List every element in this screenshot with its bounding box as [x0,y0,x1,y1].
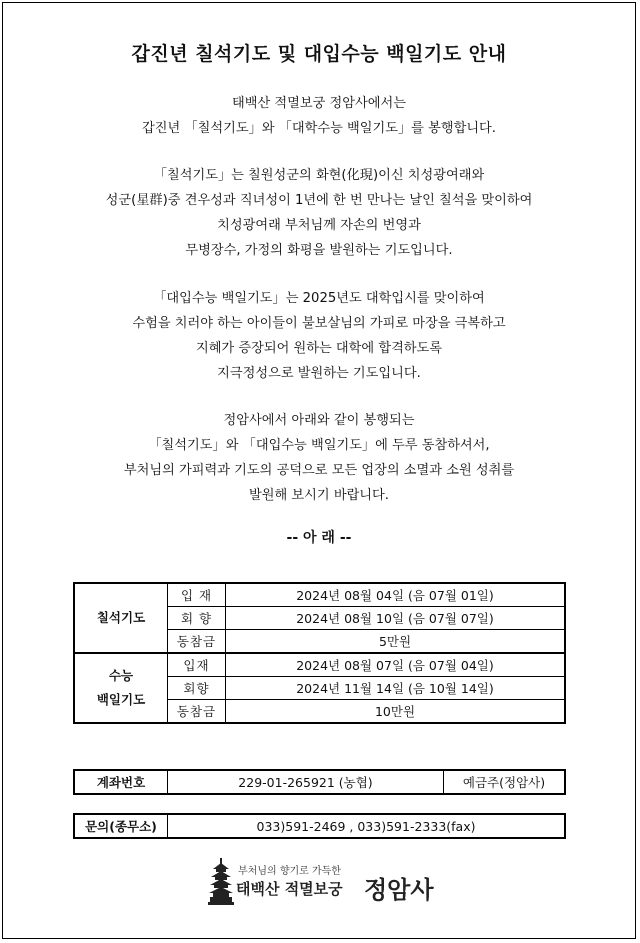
pagoda-icon [208,858,234,906]
schedule-value: 2024년 08월 04일 (음 07월 01일) [226,583,566,606]
invitation-paragraph [3,408,635,508]
schedule-label: 입재 [168,653,226,676]
schedule-value: 2024년 11월 14일 (음 10월 14일) [226,677,566,700]
account-number: 229-01-265921 (농협) [168,770,444,794]
suneung-description [3,286,635,386]
chilseok-description [3,163,635,263]
account-holder: 예금주(정암사) [444,770,566,794]
schedule-label: 입 재 [168,583,226,606]
schedule-table [73,582,566,724]
schedule-value: 2024년 08월 10일 (음 07월 07일) [226,606,566,629]
suneung-category-line2: 백일기도 [96,692,146,708]
schedule-label: 회 향 [168,606,226,629]
schedule-label: 회향 [168,677,226,700]
logo-name-temple: 정암사 [364,876,434,904]
suneung-category-line1: 수능 [108,668,134,684]
document-page [2,2,636,939]
schedule-label: 동참금 [168,700,226,723]
invite-line: 발원해 보시기 바랍니다. [249,488,389,503]
suneung-line: 지혜가 증장되어 원하는 대학에 합격하도록 [195,341,443,356]
schedule-value: 5만원 [226,630,566,653]
suneung-line: 지극정성으로 발원하는 기도입니다. [217,366,421,381]
chilseok-line: 「칠석기도」는 칠원성군의 화현(化現)이신 치성광여래와 [153,168,485,183]
invite-line: 「칠석기도」와 「대입수능 백일기도」에 두루 동참하셔서, [148,438,490,453]
chilseok-line: 치성광여래 부처님께 자손의 번영과 [217,218,421,233]
chilseok-line: 성군(星群)중 견우성과 직녀성이 1년에 한 번 만나는 날인 칠석을 맞이하여 [105,193,533,208]
invite-line: 부처님의 가피력과 기도의 공덕으로 모든 업장의 소멸과 소원 성취를 [123,463,515,478]
chilseok-category: 칠석기도 [74,583,168,653]
schedule-value: 10만원 [226,700,566,723]
logo-name-region: 태백산 적멸보궁 [236,880,343,898]
below-marker: -- 아 래 -- [286,530,352,546]
inquiry-table [73,813,566,839]
suneung-category [74,653,168,723]
suneung-line: 「대입수능 백일기도」는 2025년도 대학입시를 맞이하여 [153,291,485,306]
account-table [73,769,566,795]
schedule-label: 동참금 [168,630,226,653]
schedule-value: 2024년 08월 07일 (음 07월 04일) [226,653,566,676]
page-title: 갑진년 칠석기도 및 대입수능 백일기도 안내 [131,43,507,65]
inquiry-header: 문의(종무소) [74,814,168,838]
inquiry-phones: 033)591-2469 , 033)591-2333(fax) [168,814,566,838]
intro-paragraph [3,91,635,141]
invite-line: 정암사에서 아래와 같이 봉행되는 [223,413,415,428]
suneung-line: 수험을 치러야 하는 아이들이 불보살님의 가피로 마장을 극복하고 [132,316,506,331]
intro-line: 갑진년 「칠석기도」와 「대학수능 백일기도」를 봉행합니다. [142,121,496,136]
chilseok-line: 무병장수, 가정의 화평을 발원하는 기도입니다. [185,243,453,258]
logo-tagline: 부처님의 향기로 가득한 [238,866,341,877]
account-header: 계좌번호 [74,770,168,794]
intro-line: 태백산 적멸보궁 정암사에서는 [232,96,406,111]
temple-logo [208,858,448,908]
